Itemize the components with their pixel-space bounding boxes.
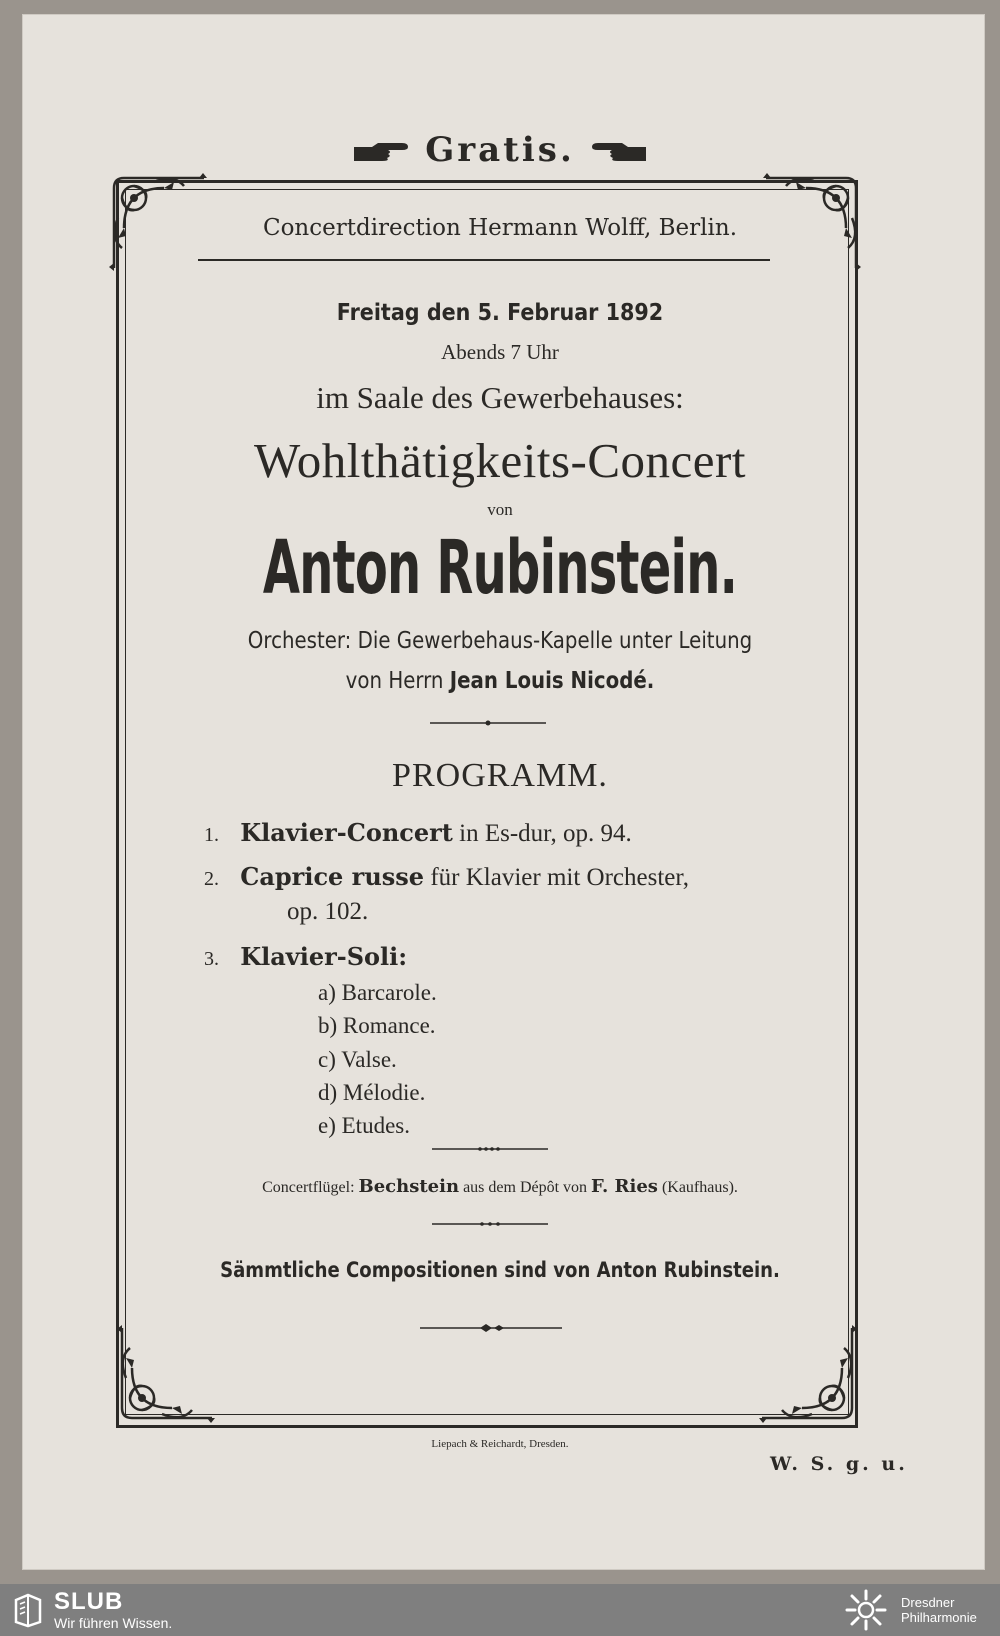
programm-heading: PROGRAMM. [392,757,608,794]
ornament-rule-icon [430,1144,550,1154]
piano-suffix: (Kaufhaus). [661,1179,738,1196]
ornament-bottom-right-icon [752,1318,862,1428]
event-venue: im Saale des Gewerbehauses: [316,380,684,415]
soli-item [318,1047,397,1073]
soli-item [318,980,437,1006]
border-frame-inner [125,189,849,1415]
printer-imprint: Liepach & Reichardt, Dresden. [431,1438,569,1450]
pointing-hand-left-icon [590,141,648,163]
artist-name: Anton Rubinstein. [262,525,738,611]
piano-dealer: F. Ries [591,1176,658,1197]
soli-letter: c) [318,1047,336,1072]
item-work: Caprice russe [240,862,425,891]
item-detail: in Es-dur, op. 94. [459,820,632,847]
signature-initials: W. S. g. u. [770,1453,908,1475]
ornament-rule-icon [418,1322,564,1334]
event-date: Freitag den 5. Februar 1892 [336,300,664,326]
piano-note [0,1176,1000,1197]
gratis-heading [0,130,1000,170]
conductor-line [70,668,930,694]
soli-title: Mélodie. [342,1080,426,1105]
soli-title: Valse. [341,1047,397,1072]
slub-logo-icon [12,1592,44,1628]
soli-title: Romance. [342,1013,436,1038]
soli-title: Etudes. [341,1113,410,1138]
philharmonie-name [901,1595,977,1625]
soli-letter: d) [318,1080,338,1105]
pointing-hand-right-icon [352,141,410,163]
ornament-rule-icon [430,1219,550,1229]
compositions-note: Sämmtliche Compositionen sind von Anton Rubinstein. [220,1258,780,1282]
item-detail: für Klavier mit Orchester, [430,864,689,891]
philharmonie-line2: Philharmonie [901,1610,977,1625]
ornament-bottom-left-icon [112,1318,222,1428]
concert-title: Wohlthätigkeits-Concert [253,433,746,488]
orchestra-line: Orchester: Die Gewerbehaus-Kapelle unter Leitung [247,628,753,654]
slub-name: SLUB [54,1588,124,1615]
programm-item [204,818,632,848]
ornament-rule-icon [428,718,548,728]
slub-tagline: Wir führen Wissen. [54,1615,173,1631]
soli-item [318,1113,410,1139]
conductor-prefix: von Herrn [345,668,444,694]
philharmonie-line1: Dresdner [901,1595,955,1610]
soli-item [318,1080,425,1106]
item-continuation: op. 102. [287,898,369,925]
philharmonie-logo-icon [842,1587,890,1633]
concert-direction: Concertdirection Hermann Wolff, Berlin. [262,215,737,241]
piano-middle: aus dem Dépôt von [463,1179,588,1196]
conductor-name: Jean Louis Nicodé. [449,668,655,694]
programm-item [204,862,689,892]
item-number: 1. [204,824,219,846]
soli-letter: e) [318,1113,336,1138]
gratis-text: Gratis. [425,130,575,170]
piano-label: Concertflügel: [262,1179,355,1196]
piano-brand: Bechstein [358,1176,460,1197]
programm-item [204,942,407,972]
soli-letter: a) [318,980,336,1005]
item-work: Klavier-Concert [240,818,453,847]
item-work: Klavier-Soli: [240,942,408,971]
event-time: Abends 7 Uhr [441,340,559,364]
soli-title: Barcarole. [341,980,437,1005]
soli-letter: b) [318,1013,338,1038]
soli-item [318,1013,436,1039]
footer-bar [0,1584,1000,1636]
divider-rule [198,259,770,261]
von-label: von [487,500,513,519]
item-number: 2. [204,868,219,890]
item-number: 3. [204,948,219,970]
